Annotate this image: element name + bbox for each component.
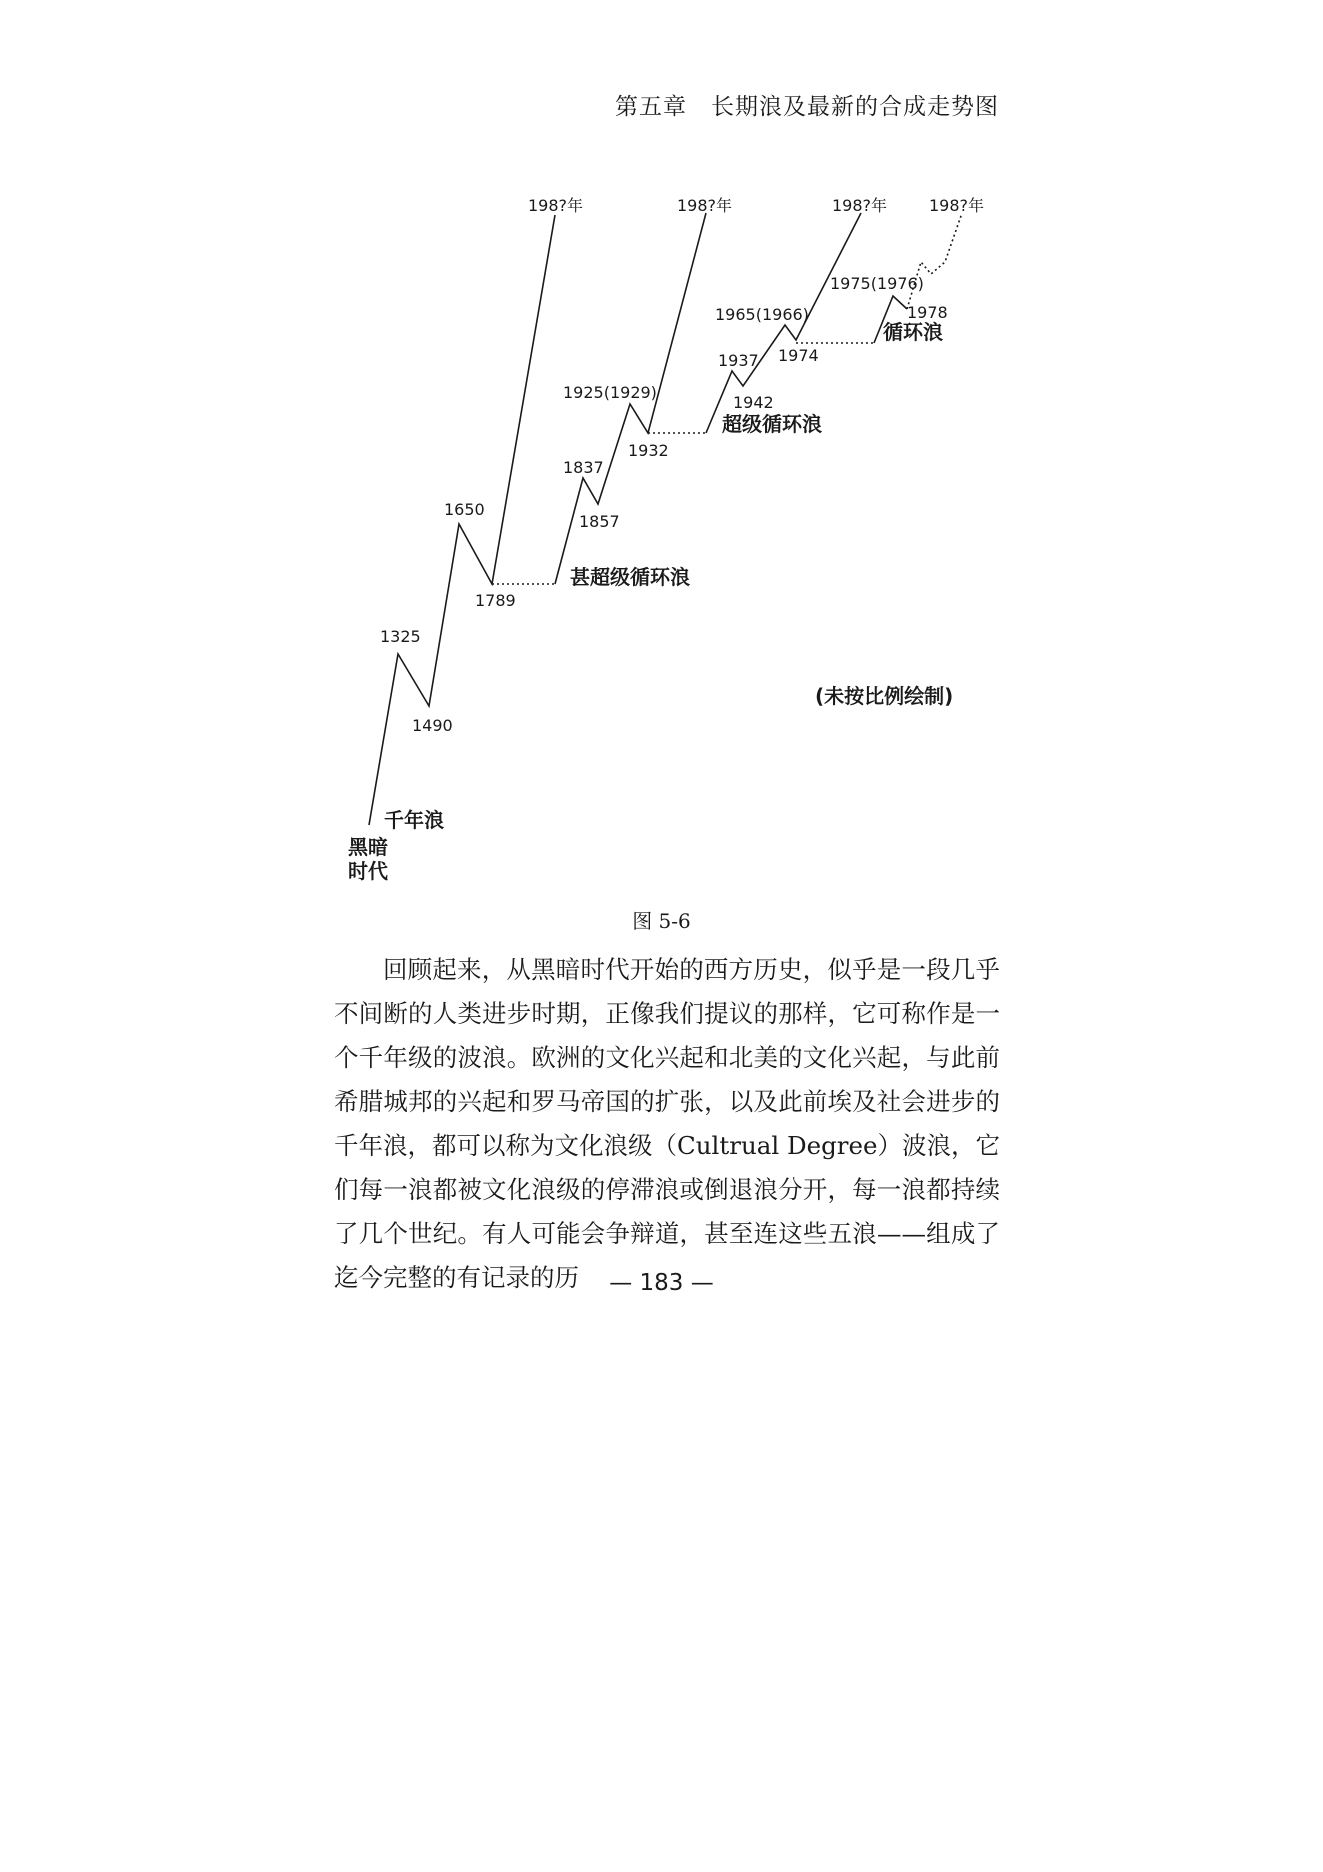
label-1857: 1857: [579, 512, 620, 531]
label-1965: 1965(1966): [715, 305, 809, 324]
label-supercycle: 超级循环浪: [722, 412, 822, 436]
wave-diagram: [0, 0, 1323, 900]
label-1490: 1490: [412, 716, 453, 735]
label-cycle: 循环浪: [883, 320, 943, 344]
millennium-wave-line: [369, 215, 555, 825]
page-number: — 183 —: [609, 1270, 714, 1296]
label-1932: 1932: [628, 441, 669, 460]
label-1837: 1837: [563, 458, 604, 477]
label-dark-ages-line1: 黑暗: [348, 835, 388, 859]
label-1978: 1978: [907, 303, 948, 322]
body-text: [334, 948, 1000, 1300]
body-paragraph: 回顾起来，从黑暗时代开始的西方历史，似乎是一段几乎不间断的人类进步时期，正像我们提议的那样，它可称作是一个千年级的波浪。欧洲的文化兴起和北美的文化兴起，与此前希腊城邦的兴起和罗马帝国的扩张，以及此前埃及社会进步的千年浪，都可以称为文化浪级（Cultrual Degree）波浪，它们每一浪都被文化浪级的停滞浪或倒退浪分开，每一浪都持续了几个世纪。有人可能会争辩道，甚至连这些五浪——组成了迄今完整的有记录的历: [334, 955, 1000, 1292]
label-1937: 1937: [718, 351, 759, 370]
label-grand-supercycle: 甚超级循环浪: [570, 565, 690, 589]
label-1325: 1325: [380, 627, 421, 646]
label-top-3: 198?年: [832, 196, 888, 215]
figure-caption: 图 5-6: [632, 909, 691, 933]
label-1789: 1789: [475, 591, 516, 610]
label-not-to-scale: (未按比例绘制): [815, 684, 954, 708]
label-millennium-wave: 千年浪: [384, 808, 444, 832]
label-top-2: 198?年: [677, 196, 733, 215]
label-1925: 1925(1929): [563, 383, 657, 402]
label-top-1: 198?年: [528, 196, 584, 215]
chapter-header: 第五章 长期浪及最新的合成走势图: [615, 94, 999, 120]
cycle-projection-line: [907, 213, 962, 309]
label-1974: 1974: [778, 346, 819, 365]
label-1942: 1942: [733, 393, 774, 412]
label-dark-ages-line2: 时代: [348, 859, 388, 883]
label-1650: 1650: [444, 500, 485, 519]
wave-diagram-svg: [0, 0, 1323, 900]
label-1975: 1975(1976): [830, 274, 924, 293]
label-top-4: 198?年: [929, 196, 985, 215]
